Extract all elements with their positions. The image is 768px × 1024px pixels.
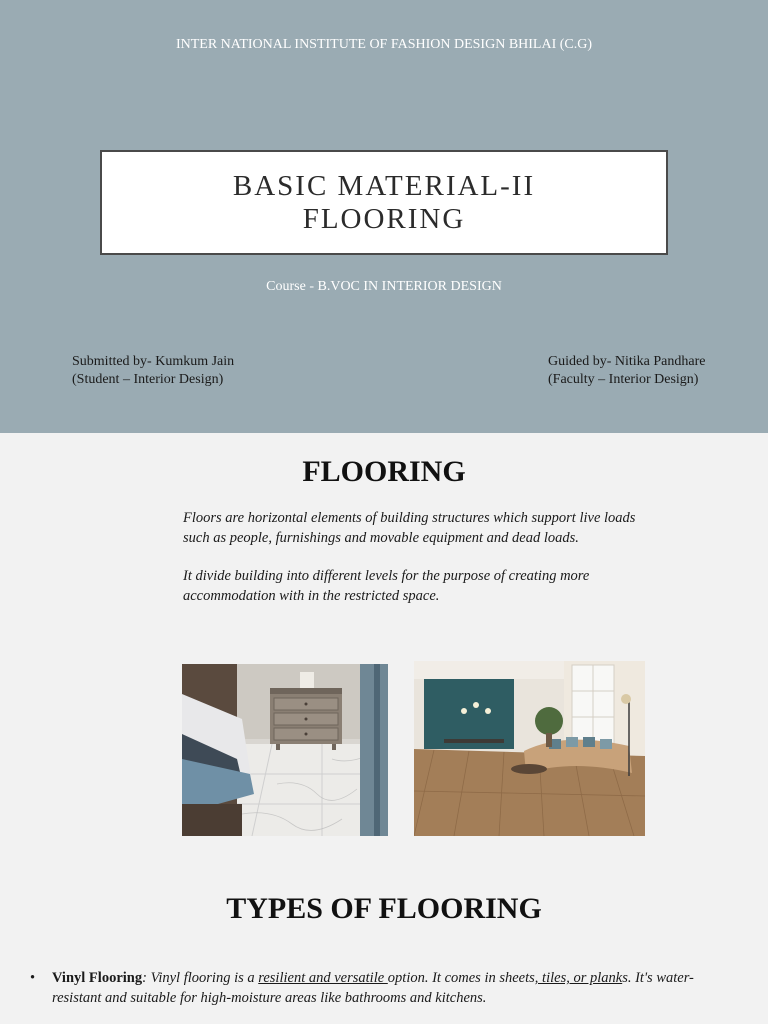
guided-by: Guided by- Nitika Pandhare <box>548 354 706 369</box>
course-label: Course - B.VOC IN INTERIOR DESIGN <box>266 279 502 294</box>
bullet: • <box>30 970 36 986</box>
submitted-by: Submitted by- Kumkum Jain <box>72 354 235 369</box>
type-desc-d: , tiles, or plank <box>534 970 623 986</box>
type-desc-a: : Vinyl flooring is a <box>142 970 259 986</box>
institute-name: INTER NATIONAL INSTITUTE OF FASHION DESIGN BHILAI (C.G) <box>175 37 593 52</box>
type-desc-e: s. It's water-resistant and suitable for high-moisture areas like bathrooms and kitchens. <box>52 970 694 1006</box>
intro-paragraph-1: Floors are horizontal elements of building structures which support live loads such as people, furnishings and movable equipment and dead loads. <box>183 510 636 546</box>
type-desc-c: option. It comes in sheets <box>387 970 535 986</box>
guided-role: (Faculty – Interior Design) <box>548 372 699 387</box>
type-desc-b: resilient and versatile <box>258 970 388 986</box>
cover-section <box>0 0 768 433</box>
guided-by-block <box>548 353 705 389</box>
types-heading: TYPES OF FLOORING <box>226 892 542 925</box>
intro-paragraph-2: It divide building into different levels for the purpose of creating more accommodation with in the restricted space. <box>183 568 590 604</box>
list-item <box>30 968 730 1008</box>
submitted-role: (Student – Interior Design) <box>72 372 224 387</box>
flooring-heading: FLOORING <box>302 455 466 488</box>
flooring-intro <box>183 509 643 606</box>
title-line-2: FLOORING <box>302 203 466 235</box>
wood-floor-living-room-image <box>414 661 645 836</box>
title-line-1: BASIC MATERIAL-II <box>232 170 536 202</box>
types-list <box>30 968 730 1008</box>
type-term: Vinyl Flooring <box>52 970 143 986</box>
title-box <box>100 150 668 255</box>
submitted-by-block <box>72 353 234 389</box>
marble-tile-bedroom-image <box>182 664 388 836</box>
